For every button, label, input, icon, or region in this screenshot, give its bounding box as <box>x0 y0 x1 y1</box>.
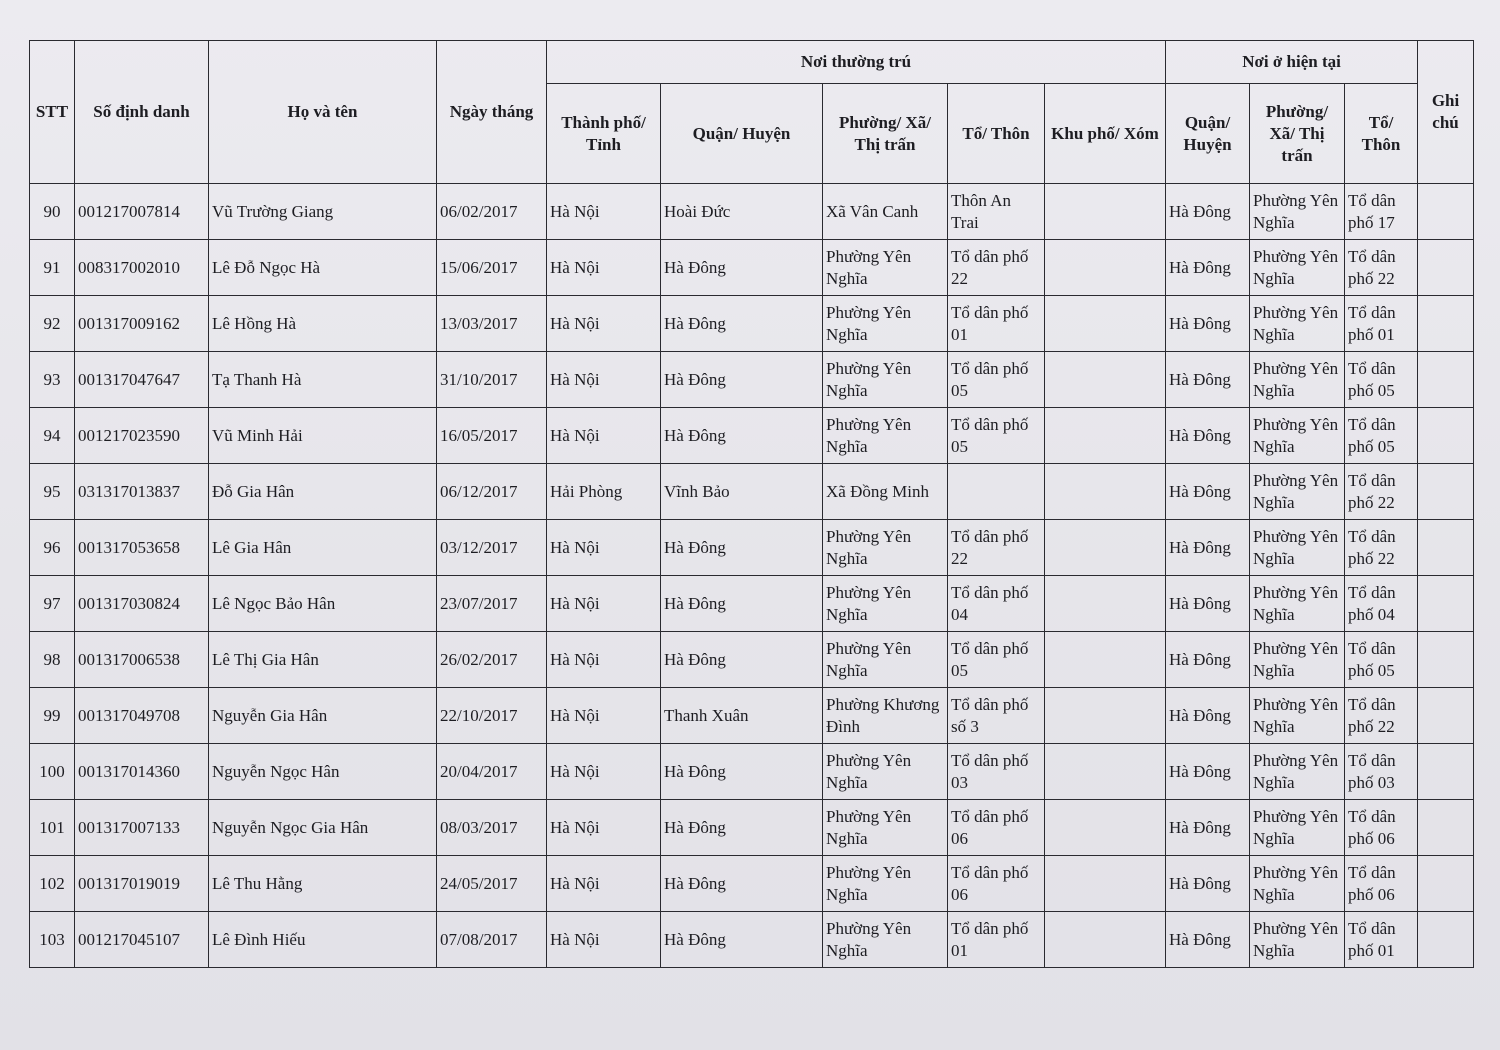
table-row <box>30 408 1474 464</box>
cell-ward: Xã Đồng Minh <box>823 464 948 520</box>
cell-stt: 103 <box>30 912 75 968</box>
cell-current-group: Tổ dân phố 22 <box>1345 688 1418 744</box>
cell-current-ward: Phường Yên Nghĩa <box>1250 184 1345 240</box>
cell-current-district: Hà Đông <box>1166 520 1250 576</box>
cell-current-group: Tổ dân phố 22 <box>1345 520 1418 576</box>
cell-id: 001217045107 <box>75 912 209 968</box>
cell-district: Hà Đông <box>661 800 823 856</box>
cell-note <box>1418 576 1474 632</box>
cell-note <box>1418 912 1474 968</box>
header-district: Quận/ Huyện <box>661 84 823 184</box>
cell-note <box>1418 632 1474 688</box>
cell-block <box>1045 576 1166 632</box>
cell-current-group: Tổ dân phố 06 <box>1345 800 1418 856</box>
cell-current-ward: Phường Yên Nghĩa <box>1250 296 1345 352</box>
table-row <box>30 352 1474 408</box>
cell-id: 001317014360 <box>75 744 209 800</box>
cell-district: Hà Đông <box>661 576 823 632</box>
cell-block <box>1045 520 1166 576</box>
cell-stt: 97 <box>30 576 75 632</box>
cell-group: Thôn An Trai <box>948 184 1045 240</box>
cell-district: Thanh Xuân <box>661 688 823 744</box>
cell-group: Tổ dân phố 05 <box>948 352 1045 408</box>
cell-current-group: Tổ dân phố 01 <box>1345 296 1418 352</box>
cell-block <box>1045 800 1166 856</box>
cell-stt: 94 <box>30 408 75 464</box>
cell-group: Tổ dân phố 06 <box>948 856 1045 912</box>
cell-ward: Phường Yên Nghĩa <box>823 296 948 352</box>
header-id: Số định danh <box>75 41 209 184</box>
cell-current-ward: Phường Yên Nghĩa <box>1250 912 1345 968</box>
cell-stt: 99 <box>30 688 75 744</box>
cell-current-district: Hà Đông <box>1166 408 1250 464</box>
cell-note <box>1418 240 1474 296</box>
student-roster-table <box>29 40 1474 968</box>
cell-current-ward: Phường Yên Nghĩa <box>1250 744 1345 800</box>
cell-district: Hà Đông <box>661 632 823 688</box>
cell-ward: Phường Yên Nghĩa <box>823 576 948 632</box>
cell-district: Vĩnh Bảo <box>661 464 823 520</box>
cell-current-ward: Phường Yên Nghĩa <box>1250 576 1345 632</box>
header-current-group: Tổ/ Thôn <box>1345 84 1418 184</box>
cell-dob: 31/10/2017 <box>437 352 547 408</box>
cell-current-group: Tổ dân phố 22 <box>1345 240 1418 296</box>
cell-stt: 102 <box>30 856 75 912</box>
cell-ward: Phường Yên Nghĩa <box>823 632 948 688</box>
cell-city: Hà Nội <box>547 352 661 408</box>
header-stt: STT <box>30 41 75 184</box>
cell-name: Nguyễn Gia Hân <box>209 688 437 744</box>
cell-block <box>1045 744 1166 800</box>
cell-dob: 03/12/2017 <box>437 520 547 576</box>
cell-id: 001317006538 <box>75 632 209 688</box>
cell-name: Lê Hồng Hà <box>209 296 437 352</box>
header-ward: Phường/ Xã/ Thị trấn <box>823 84 948 184</box>
table-row <box>30 744 1474 800</box>
cell-stt: 90 <box>30 184 75 240</box>
table-row <box>30 800 1474 856</box>
cell-current-group: Tổ dân phố 05 <box>1345 632 1418 688</box>
cell-id: 001317049708 <box>75 688 209 744</box>
cell-ward: Phường Yên Nghĩa <box>823 352 948 408</box>
cell-city: Hà Nội <box>547 744 661 800</box>
cell-note <box>1418 520 1474 576</box>
cell-block <box>1045 912 1166 968</box>
cell-block <box>1045 632 1166 688</box>
cell-name: Lê Thị Gia Hân <box>209 632 437 688</box>
cell-id: 031317013837 <box>75 464 209 520</box>
header-dob: Ngày tháng <box>437 41 547 184</box>
table-row <box>30 576 1474 632</box>
cell-name: Lê Đình Hiếu <box>209 912 437 968</box>
cell-district: Hà Đông <box>661 408 823 464</box>
cell-group: Tổ dân phố 04 <box>948 576 1045 632</box>
cell-city: Hà Nội <box>547 912 661 968</box>
cell-note <box>1418 408 1474 464</box>
cell-city: Hà Nội <box>547 800 661 856</box>
cell-current-ward: Phường Yên Nghĩa <box>1250 856 1345 912</box>
table-row <box>30 296 1474 352</box>
cell-name: Nguyễn Ngọc Hân <box>209 744 437 800</box>
cell-district: Hà Đông <box>661 520 823 576</box>
cell-stt: 101 <box>30 800 75 856</box>
cell-current-ward: Phường Yên Nghĩa <box>1250 632 1345 688</box>
cell-block <box>1045 352 1166 408</box>
cell-name: Lê Đỗ Ngọc Hà <box>209 240 437 296</box>
cell-id: 001317030824 <box>75 576 209 632</box>
cell-district: Hà Đông <box>661 296 823 352</box>
cell-district: Hà Đông <box>661 352 823 408</box>
cell-id: 001217007814 <box>75 184 209 240</box>
cell-name: Lê Thu Hằng <box>209 856 437 912</box>
cell-dob: 06/02/2017 <box>437 184 547 240</box>
cell-current-district: Hà Đông <box>1166 856 1250 912</box>
cell-id: 001217023590 <box>75 408 209 464</box>
cell-current-district: Hà Đông <box>1166 912 1250 968</box>
cell-block <box>1045 856 1166 912</box>
cell-id: 001317047647 <box>75 352 209 408</box>
table-row <box>30 184 1474 240</box>
cell-ward: Xã Vân Canh <box>823 184 948 240</box>
cell-ward: Phường Yên Nghĩa <box>823 856 948 912</box>
cell-stt: 93 <box>30 352 75 408</box>
cell-current-group: Tổ dân phố 01 <box>1345 912 1418 968</box>
cell-group: Tổ dân phố 22 <box>948 520 1045 576</box>
cell-city: Hà Nội <box>547 184 661 240</box>
cell-name: Vũ Minh Hải <box>209 408 437 464</box>
cell-note <box>1418 856 1474 912</box>
cell-dob: 24/05/2017 <box>437 856 547 912</box>
table-body <box>30 184 1474 968</box>
cell-current-ward: Phường Yên Nghĩa <box>1250 688 1345 744</box>
cell-dob: 22/10/2017 <box>437 688 547 744</box>
cell-current-district: Hà Đông <box>1166 240 1250 296</box>
cell-dob: 23/07/2017 <box>437 576 547 632</box>
cell-group <box>948 464 1045 520</box>
cell-district: Hà Đông <box>661 240 823 296</box>
cell-note <box>1418 464 1474 520</box>
cell-id: 001317053658 <box>75 520 209 576</box>
table-row <box>30 856 1474 912</box>
cell-current-group: Tổ dân phố 17 <box>1345 184 1418 240</box>
table-row <box>30 520 1474 576</box>
cell-ward: Phường Yên Nghĩa <box>823 912 948 968</box>
cell-name: Lê Gia Hân <box>209 520 437 576</box>
cell-note <box>1418 296 1474 352</box>
cell-city: Hà Nội <box>547 296 661 352</box>
table-row <box>30 688 1474 744</box>
cell-stt: 100 <box>30 744 75 800</box>
header-note: Ghi chú <box>1418 41 1474 184</box>
cell-id: 001317019019 <box>75 856 209 912</box>
cell-city: Hà Nội <box>547 688 661 744</box>
cell-group: Tổ dân phố 01 <box>948 912 1045 968</box>
cell-block <box>1045 408 1166 464</box>
cell-city: Hà Nội <box>547 576 661 632</box>
cell-ward: Phường Yên Nghĩa <box>823 800 948 856</box>
cell-current-district: Hà Đông <box>1166 632 1250 688</box>
header-group: Tổ/ Thôn <box>948 84 1045 184</box>
cell-city: Hà Nội <box>547 520 661 576</box>
header-current-district: Quận/ Huyện <box>1166 84 1250 184</box>
cell-block <box>1045 296 1166 352</box>
cell-current-ward: Phường Yên Nghĩa <box>1250 800 1345 856</box>
cell-group: Tổ dân phố 05 <box>948 632 1045 688</box>
cell-current-district: Hà Đông <box>1166 800 1250 856</box>
cell-dob: 13/03/2017 <box>437 296 547 352</box>
cell-ward: Phường Yên Nghĩa <box>823 744 948 800</box>
cell-district: Hà Đông <box>661 912 823 968</box>
cell-block <box>1045 184 1166 240</box>
header-name: Họ và tên <box>209 41 437 184</box>
cell-current-group: Tổ dân phố 04 <box>1345 576 1418 632</box>
cell-current-group: Tổ dân phố 05 <box>1345 408 1418 464</box>
cell-ward: Phường Khương Đình <box>823 688 948 744</box>
cell-note <box>1418 800 1474 856</box>
cell-city: Hà Nội <box>547 240 661 296</box>
cell-block <box>1045 688 1166 744</box>
cell-current-group: Tổ dân phố 05 <box>1345 352 1418 408</box>
cell-group: Tổ dân phố 05 <box>948 408 1045 464</box>
cell-dob: 20/04/2017 <box>437 744 547 800</box>
cell-city: Hải Phòng <box>547 464 661 520</box>
cell-current-ward: Phường Yên Nghĩa <box>1250 352 1345 408</box>
cell-dob: 15/06/2017 <box>437 240 547 296</box>
cell-ward: Phường Yên Nghĩa <box>823 408 948 464</box>
cell-stt: 95 <box>30 464 75 520</box>
cell-ward: Phường Yên Nghĩa <box>823 240 948 296</box>
cell-group: Tổ dân phố 03 <box>948 744 1045 800</box>
cell-id: 001317007133 <box>75 800 209 856</box>
cell-group: Tổ dân phố 01 <box>948 296 1045 352</box>
cell-city: Hà Nội <box>547 408 661 464</box>
cell-name: Lê Ngọc Bảo Hân <box>209 576 437 632</box>
cell-current-ward: Phường Yên Nghĩa <box>1250 240 1345 296</box>
header-block: Khu phố/ Xóm <box>1045 84 1166 184</box>
table-row <box>30 912 1474 968</box>
cell-current-district: Hà Đông <box>1166 688 1250 744</box>
cell-id: 001317009162 <box>75 296 209 352</box>
cell-dob: 16/05/2017 <box>437 408 547 464</box>
cell-district: Hà Đông <box>661 856 823 912</box>
cell-current-district: Hà Đông <box>1166 744 1250 800</box>
cell-city: Hà Nội <box>547 856 661 912</box>
cell-current-ward: Phường Yên Nghĩa <box>1250 408 1345 464</box>
cell-note <box>1418 688 1474 744</box>
cell-note <box>1418 352 1474 408</box>
cell-group: Tổ dân phố số 3 <box>948 688 1045 744</box>
cell-name: Nguyễn Ngọc Gia Hân <box>209 800 437 856</box>
cell-block <box>1045 240 1166 296</box>
cell-current-district: Hà Đông <box>1166 464 1250 520</box>
cell-stt: 96 <box>30 520 75 576</box>
cell-name: Đỗ Gia Hân <box>209 464 437 520</box>
cell-city: Hà Nội <box>547 632 661 688</box>
cell-dob: 06/12/2017 <box>437 464 547 520</box>
cell-id: 008317002010 <box>75 240 209 296</box>
cell-current-ward: Phường Yên Nghĩa <box>1250 464 1345 520</box>
cell-stt: 91 <box>30 240 75 296</box>
table-header <box>30 41 1474 184</box>
cell-current-group: Tổ dân phố 03 <box>1345 744 1418 800</box>
cell-name: Tạ Thanh Hà <box>209 352 437 408</box>
cell-district: Hoài Đức <box>661 184 823 240</box>
cell-current-group: Tổ dân phố 06 <box>1345 856 1418 912</box>
cell-ward: Phường Yên Nghĩa <box>823 520 948 576</box>
cell-current-district: Hà Đông <box>1166 184 1250 240</box>
cell-name: Vũ Trường Giang <box>209 184 437 240</box>
cell-note <box>1418 744 1474 800</box>
table-row <box>30 240 1474 296</box>
cell-stt: 98 <box>30 632 75 688</box>
header-permanent-address: Nơi thường trú <box>547 41 1166 84</box>
cell-block <box>1045 464 1166 520</box>
table-row <box>30 464 1474 520</box>
cell-current-district: Hà Đông <box>1166 576 1250 632</box>
cell-current-ward: Phường Yên Nghĩa <box>1250 520 1345 576</box>
cell-note <box>1418 184 1474 240</box>
header-current-address: Nơi ở hiện tại <box>1166 41 1418 84</box>
cell-dob: 26/02/2017 <box>437 632 547 688</box>
cell-group: Tổ dân phố 22 <box>948 240 1045 296</box>
table-row <box>30 632 1474 688</box>
cell-current-district: Hà Đông <box>1166 352 1250 408</box>
cell-group: Tổ dân phố 06 <box>948 800 1045 856</box>
cell-current-group: Tổ dân phố 22 <box>1345 464 1418 520</box>
header-current-ward: Phường/ Xã/ Thị trấn <box>1250 84 1345 184</box>
header-city: Thành phố/ Tỉnh <box>547 84 661 184</box>
cell-dob: 08/03/2017 <box>437 800 547 856</box>
cell-stt: 92 <box>30 296 75 352</box>
cell-current-district: Hà Đông <box>1166 296 1250 352</box>
cell-district: Hà Đông <box>661 744 823 800</box>
cell-dob: 07/08/2017 <box>437 912 547 968</box>
